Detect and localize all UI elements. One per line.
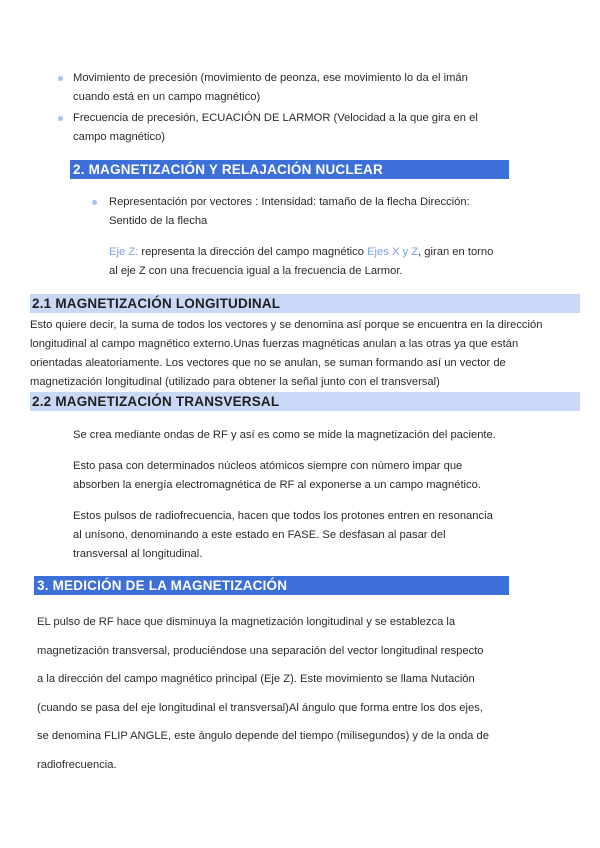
paragraph: Se crea mediante ondas de RF y así es como se mide la magnetización del paciente. [73, 429, 496, 441]
paragraph: Esto quiere decir, la suma de todos los vectores y se denomina así porque se encuentra en la dirección longitudinal al campo magnético externo.Unas fuerzas magnéticas anulan a las otras ya que están orientadas aleatoriamente. Los vectores que no se anulan, se suman formando así un vector de magnetización longitudinal (utilizado para obtener la señal junto con el transversal) [30, 319, 543, 388]
section-heading: 2.2 MAGNETIZACIÓN TRANSVERSAL [30, 392, 580, 411]
paragraph: EL pulso de RF hace que disminuya la magnetización longitudinal y se establezca la magnetización transversal, produciéndose una separación del vector longitudinal respecto a la dirección del campo magnético principal (Eje Z). Este movimiento se llama Nutación (cuando se pasa del eje longitudinal el transversal)Al ángulo que forma entre los dos ejes, se denomina FLIP ANGLE, este ángulo depende del tiempo (milisegundos) y de la onda de radiofrecuencia. [37, 616, 489, 771]
ejes-xy-label: Ejes X y Z [367, 246, 419, 258]
paragraph: Esto pasa con determinados núcleos atómicos siempre con número impar que absorben la energía electromagnética de RF al exponerse a un campo magnético. [73, 460, 481, 491]
list-item: Frecuencia de precesión, ECUACIÓN DE LARMOR (Velocidad a la que gira en el campo magnético) [73, 112, 478, 143]
section-heading: 2. MAGNETIZACIÓN Y RELAJACIÓN NUCLEAR [70, 160, 509, 179]
section-heading: 3. MEDICIÓN DE LA MAGNETIZACIÓN [34, 576, 509, 595]
bullet-icon [92, 200, 97, 205]
bullet-icon [58, 76, 63, 81]
section-heading: 2.1 MAGNETIZACIÓN LONGITUDINAL [30, 294, 580, 313]
paragraph: Estos pulsos de radiofrecuencia, hacen que todos los protones entren en resonancia al unísono, denominando a este estado en FASE. Se desfasan al pasar del transversal al longitudinal. [73, 510, 493, 560]
list-item: Representación por vectores : Intensidad: tamaño de la flecha Dirección: Sentido de la flecha [109, 196, 470, 227]
eje-z-paragraph: Eje Z: representa la dirección del campo magnético Ejes X y Z, giran en torno al eje Z con una frecuencia igual a la frecuencia de Larmor. [109, 246, 494, 277]
bullet-icon [58, 116, 63, 121]
eje-z-label: Eje Z: [109, 246, 139, 258]
list-item: Movimiento de precesión (movimiento de peonza, ese movimiento lo da el imán cuando está en un campo magnético) [73, 72, 468, 103]
